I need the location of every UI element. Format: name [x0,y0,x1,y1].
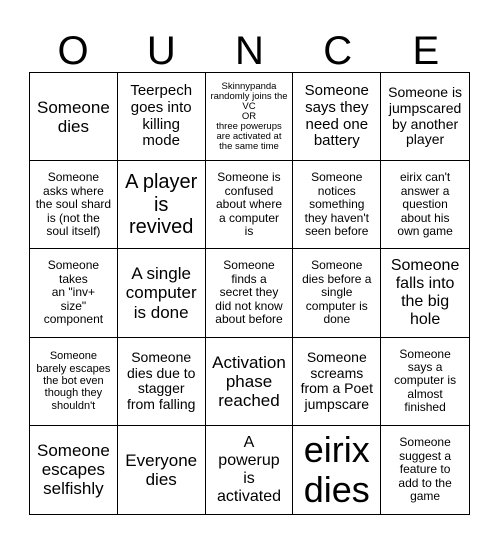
cell-text: Skinnypanda randomly joins the VC OR three powerups are activated at the same time [210,80,288,152]
bingo-cell[interactable] [206,426,294,514]
cell-text: Someone dies due to stagger from falling [126,348,196,412]
bingo-cell[interactable] [206,249,294,337]
bingo-cell[interactable] [293,338,381,426]
bingo-cell[interactable] [206,73,294,161]
bingo-cell[interactable] [118,73,206,161]
cell-text: Someone is jumpscared by another player [388,84,463,148]
bingo-cell[interactable] [30,73,118,161]
cell-text: A powerup is activated [216,434,282,505]
bingo-cell[interactable] [293,249,381,337]
bingo-cell[interactable] [381,161,469,249]
header-letter-o: O [57,28,89,73]
header-letter-u: U [146,28,176,73]
bingo-cell[interactable] [293,161,381,249]
cell-text: eirix can't answer a question about his own game [397,170,453,238]
header-letter-c: C [323,28,353,73]
header-letter-e: E [412,28,440,73]
cell-text: eirix dies [303,429,370,510]
bingo-cell[interactable] [293,426,381,514]
bingo-header [29,26,470,76]
cell-text: Someone says they need one battery [304,82,369,150]
cell-text: Activation phase reached [212,352,286,410]
cell-text: Teerpech goes into killing mode [130,82,193,150]
bingo-cell[interactable] [118,338,206,426]
bingo-cell[interactable] [381,338,469,426]
header-letter-n: N [235,28,264,73]
bingo-cell[interactable] [30,249,118,337]
cell-text: Someone dies before a single computer is done [302,258,372,327]
cell-text: Someone takes an "inv+ size" component [43,258,104,327]
cell-text: Everyone dies [125,450,198,489]
cell-text: Someone asks where the soul shard is (not the soul itself) [35,170,112,238]
cell-text: A player is revived [125,171,198,238]
bingo-cell[interactable] [30,161,118,249]
cell-text: Someone says a computer is almost finished [394,346,457,415]
cell-text: Someone suggest a feature to add to the game [398,435,452,504]
bingo-cell[interactable] [293,73,381,161]
bingo-cell[interactable] [206,338,294,426]
bingo-card [29,72,470,515]
bingo-cell[interactable] [381,426,469,514]
cell-text: Someone barely escapes the bot even though they shouldn't [36,350,111,412]
bingo-cell[interactable] [118,249,206,337]
cell-text: Someone finds a secret they did not know about before [215,258,283,327]
cell-text: A single computer is done [125,264,197,322]
bingo-cell[interactable] [381,73,469,161]
bingo-cell[interactable] [30,426,118,514]
bingo-cell[interactable] [30,338,118,426]
bingo-cell[interactable] [381,249,469,337]
bingo-cell[interactable] [118,161,206,249]
cell-text: Someone screams from a Poet jumpscare [300,348,373,412]
cell-text: Someone falls into the big hole [390,257,460,328]
cell-text: Someone dies [37,97,110,136]
cell-text: Someone is confused about where a computer is [215,170,283,238]
cell-text: Someone notices something they haven't seen before [304,170,369,238]
cell-text: Someone escapes selfishly [37,441,110,499]
bingo-cell[interactable] [206,161,294,249]
bingo-cell[interactable] [118,426,206,514]
